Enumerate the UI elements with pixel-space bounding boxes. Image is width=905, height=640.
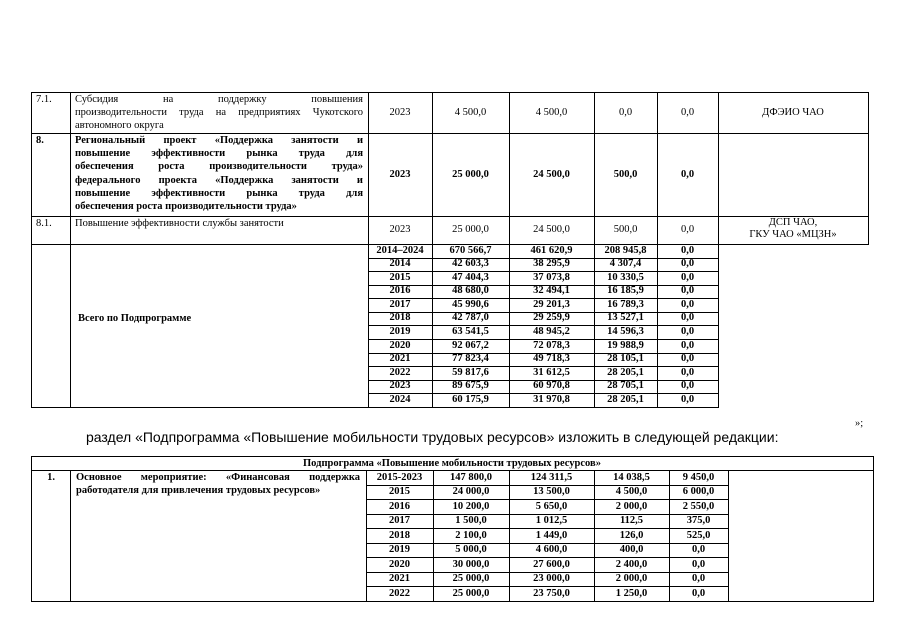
row-number: 8.1. bbox=[36, 218, 52, 229]
cell-okr: 400,0 bbox=[619, 544, 644, 555]
cell-fed: 1 449,0 bbox=[535, 529, 568, 541]
row-name-line: Основное мероприятие: «Финансовая поддержка bbox=[76, 472, 360, 483]
row-name-line: Субсидия на поддержку повышения bbox=[75, 94, 363, 105]
cell-total: 147 800,0 bbox=[450, 471, 492, 483]
row-name-line: федерального проекта «Поддержка занятости и bbox=[75, 174, 363, 186]
table-border bbox=[70, 244, 71, 407]
cell-fed: 5 650,0 bbox=[535, 500, 568, 512]
total-cell-year: 2017 bbox=[389, 298, 411, 310]
total-cell-total: 47 404,3 bbox=[452, 271, 489, 283]
total-cell-fed: 31 612,5 bbox=[533, 366, 570, 378]
executor-line: ГКУ ЧАО «МЦЗН» bbox=[749, 229, 837, 240]
cell-total: 1 500,0 bbox=[455, 515, 487, 526]
cell-fed: 23 750,0 bbox=[533, 587, 570, 599]
total-cell-total: 92 067,2 bbox=[452, 339, 489, 351]
total-cell-fed: 60 970,8 bbox=[533, 380, 570, 392]
total-cell-other: 0,0 bbox=[680, 380, 695, 392]
table-border bbox=[31, 133, 869, 134]
cell-other: 2 550,0 bbox=[682, 500, 715, 512]
row-name-line: обеспечения роста производительности труда» bbox=[75, 201, 297, 212]
table-border bbox=[31, 456, 874, 457]
total-cell-other: 0,0 bbox=[680, 244, 695, 256]
table-border bbox=[873, 456, 874, 601]
cell-total: 4 500,0 bbox=[454, 106, 487, 118]
row-number: 7.1. bbox=[36, 94, 52, 105]
total-cell-fed: 72 078,3 bbox=[533, 339, 570, 351]
cell-okr: 2 400,0 bbox=[615, 558, 648, 570]
cell-total: 10 200,0 bbox=[452, 500, 490, 512]
cell-okr: 112,5 bbox=[619, 515, 644, 526]
total-cell-okr: 28 205,1 bbox=[607, 366, 644, 378]
row-name-line: производительности труда на предприятиях Чукотского bbox=[75, 107, 363, 119]
total-cell-year: 2015 bbox=[389, 271, 411, 283]
total-cell-other: 0,0 bbox=[680, 312, 695, 324]
table-border bbox=[31, 92, 869, 93]
cell-okr: 14 038,5 bbox=[613, 471, 650, 483]
table-border bbox=[70, 470, 71, 601]
table-border bbox=[70, 92, 71, 244]
cell-year: 2021 bbox=[389, 573, 410, 584]
row-name-line: Региональный проект «Поддержка занятости и bbox=[75, 135, 363, 146]
table-border bbox=[31, 244, 32, 407]
cell-other: 0,0 bbox=[691, 587, 706, 599]
row-name-line: работодателя для привлечения трудовых ресурсов» bbox=[76, 485, 321, 496]
total-cell-fed: 38 295,9 bbox=[533, 258, 570, 270]
cell-okr: 126,0 bbox=[619, 529, 644, 541]
total-cell-okr: 14 596,3 bbox=[607, 325, 644, 337]
table-border bbox=[368, 407, 719, 408]
table-border bbox=[31, 407, 369, 408]
cell-okr: 2 000,0 bbox=[615, 573, 648, 584]
cell-total: 25 000,0 bbox=[452, 168, 489, 180]
table-border bbox=[31, 92, 32, 244]
cell-fed: 4 500,0 bbox=[535, 106, 568, 118]
cell-okr: 4 500,0 bbox=[615, 486, 648, 497]
cell-total: 2 100,0 bbox=[455, 529, 487, 541]
table-border bbox=[366, 601, 729, 602]
executor: ДФЭИО ЧАО bbox=[762, 106, 824, 118]
table-border bbox=[31, 456, 32, 601]
total-cell-other: 0,0 bbox=[680, 366, 695, 378]
cell-total: 25 000,0 bbox=[452, 224, 489, 235]
cell-year: 2015-2023 bbox=[376, 471, 423, 483]
total-cell-okr: 19 988,9 bbox=[607, 339, 644, 351]
cell-year: 2022 bbox=[389, 587, 410, 599]
total-cell-other: 0,0 bbox=[680, 285, 695, 297]
table-border bbox=[868, 92, 869, 244]
total-cell-year: 2022 bbox=[389, 366, 411, 378]
closing-quote: »; bbox=[855, 418, 864, 429]
cell-year: 2015 bbox=[389, 486, 410, 497]
cell-year: 2020 bbox=[389, 558, 410, 570]
total-cell-fed: 461 620,9 bbox=[530, 244, 573, 256]
row-name-line: обеспечения роста производительности труда» bbox=[75, 161, 363, 173]
cell-fed: 1 012,5 bbox=[535, 515, 568, 526]
cell-okr: 2 000,0 bbox=[615, 500, 648, 512]
total-cell-okr: 16 185,9 bbox=[607, 285, 644, 297]
total-cell-okr: 28 205,1 bbox=[607, 393, 644, 405]
total-cell-total: 42 787,0 bbox=[452, 312, 489, 324]
cell-other: 0,0 bbox=[680, 224, 695, 235]
cell-other: 6 000,0 bbox=[682, 486, 715, 497]
total-cell-other: 0,0 bbox=[680, 353, 695, 365]
total-cell-year: 2020 bbox=[389, 339, 411, 351]
total-cell-fed: 29 259,9 bbox=[533, 312, 570, 324]
total-label: Всего по Подпрограмме bbox=[78, 313, 192, 325]
total-cell-year: 2014 bbox=[389, 258, 411, 270]
total-cell-total: 42 603,3 bbox=[452, 258, 489, 270]
row-name-line: автономного округа bbox=[75, 120, 164, 132]
total-cell-okr: 4 307,4 bbox=[609, 258, 642, 270]
total-cell-fed: 49 718,3 bbox=[533, 353, 570, 365]
cell-year: 2017 bbox=[389, 515, 410, 526]
row-number: 1. bbox=[47, 472, 55, 483]
total-cell-other: 0,0 bbox=[680, 339, 695, 351]
row-name-line: Повышение эффективности службы занятости bbox=[75, 218, 284, 229]
subprogram-header: Подпрограмма «Повышение мобильности трудовых ресурсов» bbox=[303, 458, 601, 469]
cell-year: 2023 bbox=[389, 106, 411, 118]
cell-other: 0,0 bbox=[691, 573, 706, 584]
total-cell-year: 2014–2024 bbox=[376, 244, 424, 256]
cell-fed: 4 600,0 bbox=[535, 544, 568, 555]
cell-okr: 1 250,0 bbox=[615, 587, 648, 599]
row-number: 8. bbox=[36, 135, 44, 146]
cell-other: 9 450,0 bbox=[682, 471, 715, 483]
row-name-line: повышение эффективности рынка труда для bbox=[75, 187, 363, 199]
cell-fed: 27 600,0 bbox=[533, 558, 570, 570]
cell-other: 0,0 bbox=[680, 106, 695, 118]
cell-fed: 24 500,0 bbox=[533, 168, 570, 180]
cell-other: 0,0 bbox=[691, 558, 706, 570]
total-cell-year: 2023 bbox=[389, 380, 411, 392]
total-cell-total: 670 566,7 bbox=[449, 244, 492, 256]
total-cell-year: 2024 bbox=[389, 393, 411, 405]
total-cell-okr: 13 527,1 bbox=[607, 312, 644, 324]
cell-year: 2023 bbox=[389, 168, 411, 180]
cell-other: 0,0 bbox=[691, 544, 706, 555]
executor-line: ДСП ЧАО, bbox=[768, 217, 818, 228]
total-cell-year: 2021 bbox=[389, 353, 411, 365]
total-cell-total: 45 990,6 bbox=[452, 298, 489, 310]
total-cell-fed: 48 945,2 bbox=[533, 325, 570, 337]
paragraph-text: раздел «Подпрограмма «Повышение мобильности трудовых ресурсов» изложить в следующей редакции: bbox=[86, 429, 779, 445]
table-border bbox=[728, 470, 729, 601]
cell-other: 375,0 bbox=[686, 515, 711, 526]
cell-fed: 124 311,5 bbox=[530, 471, 573, 483]
cell-total: 30 000,0 bbox=[452, 558, 490, 570]
total-cell-other: 0,0 bbox=[680, 325, 695, 337]
table-border bbox=[728, 601, 874, 602]
total-cell-year: 2018 bbox=[389, 312, 411, 324]
total-cell-total: 89 675,9 bbox=[452, 380, 489, 392]
total-cell-other: 0,0 bbox=[680, 271, 695, 283]
total-cell-year: 2016 bbox=[389, 285, 411, 297]
total-cell-fed: 29 201,3 bbox=[533, 298, 570, 310]
total-cell-other: 0,0 bbox=[680, 298, 695, 310]
total-cell-okr: 16 789,3 bbox=[607, 298, 644, 310]
total-cell-year: 2019 bbox=[389, 325, 411, 337]
total-cell-total: 48 680,0 bbox=[452, 285, 489, 297]
total-cell-fed: 37 073,8 bbox=[533, 271, 570, 283]
total-cell-total: 60 175,9 bbox=[452, 393, 489, 405]
table-border bbox=[31, 601, 367, 602]
total-cell-other: 0,0 bbox=[680, 393, 695, 405]
total-cell-total: 59 817,6 bbox=[452, 366, 489, 378]
cell-year: 2019 bbox=[389, 544, 410, 555]
total-cell-fed: 31 970,8 bbox=[533, 393, 570, 405]
cell-okr: 500,0 bbox=[613, 224, 638, 235]
cell-year: 2023 bbox=[389, 224, 411, 235]
cell-total: 25 000,0 bbox=[452, 587, 490, 599]
total-cell-okr: 28 705,1 bbox=[607, 380, 644, 392]
cell-other: 0,0 bbox=[680, 168, 695, 180]
total-cell-total: 63 541,5 bbox=[452, 325, 489, 337]
cell-fed: 24 500,0 bbox=[533, 224, 570, 235]
cell-fed: 13 500,0 bbox=[533, 486, 570, 497]
cell-okr: 0,0 bbox=[618, 106, 633, 118]
total-cell-okr: 208 945,8 bbox=[604, 244, 647, 256]
total-cell-okr: 28 105,1 bbox=[607, 353, 644, 365]
total-cell-total: 77 823,4 bbox=[452, 353, 489, 365]
cell-total: 25 000,0 bbox=[452, 573, 490, 584]
cell-year: 2018 bbox=[389, 529, 410, 541]
row-name-line: повышение эффективности рынка труда для bbox=[75, 148, 363, 160]
total-cell-other: 0,0 bbox=[680, 258, 695, 270]
cell-year: 2016 bbox=[389, 500, 410, 512]
cell-total: 5 000,0 bbox=[455, 544, 487, 555]
cell-okr: 500,0 bbox=[613, 168, 638, 180]
total-cell-fed: 32 494,1 bbox=[533, 285, 570, 297]
cell-other: 525,0 bbox=[686, 529, 711, 541]
total-cell-okr: 10 330,5 bbox=[607, 271, 644, 283]
cell-fed: 23 000,0 bbox=[533, 573, 570, 584]
cell-total: 24 000,0 bbox=[452, 486, 490, 497]
